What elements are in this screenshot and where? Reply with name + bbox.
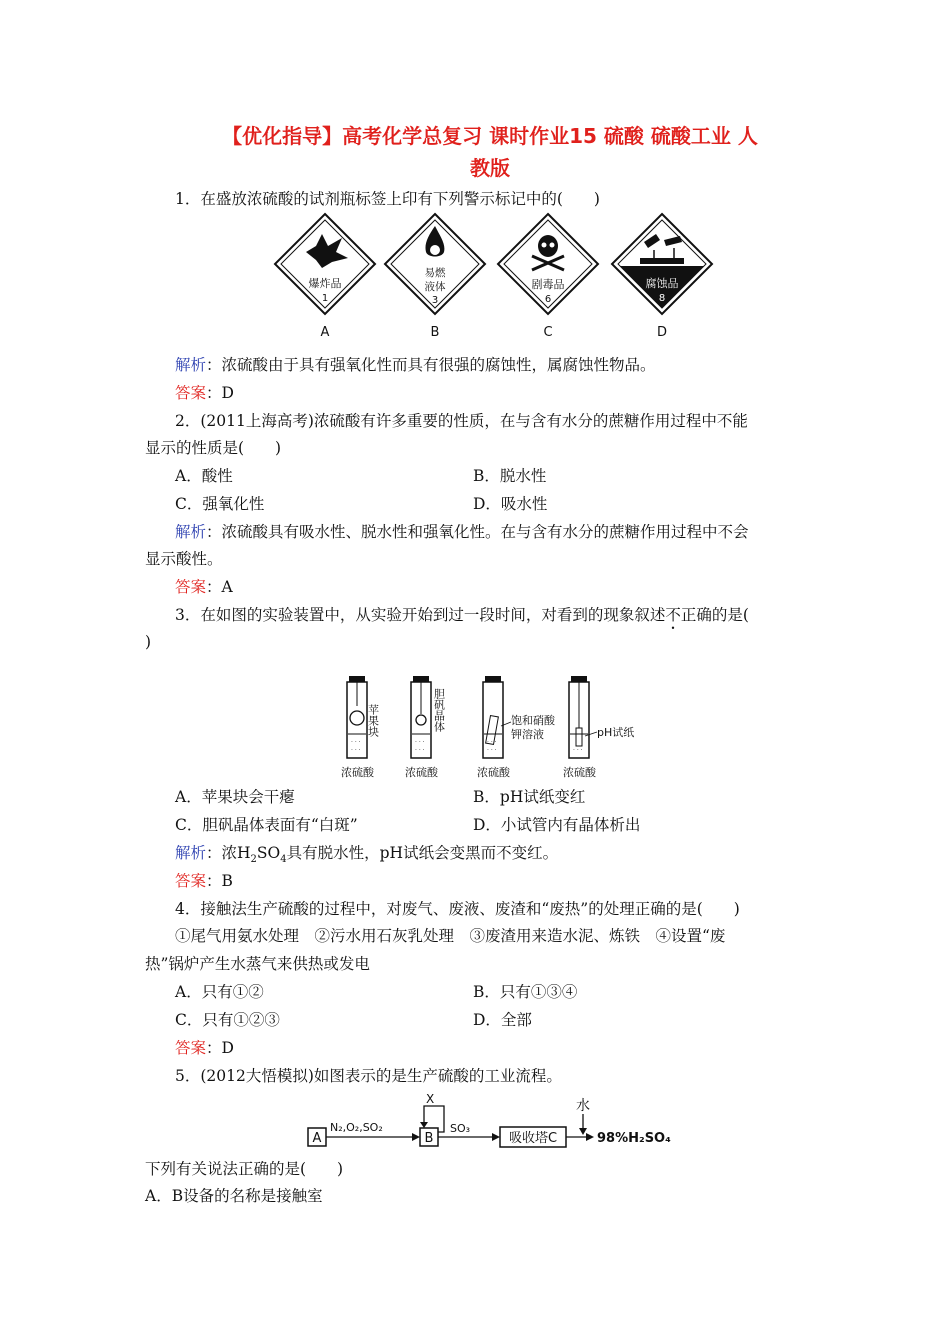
gas-label: N₂,O₂,SO₂ bbox=[330, 1121, 383, 1134]
q2-option-b: B．脱水性 bbox=[473, 467, 547, 485]
tube-apple bbox=[341, 676, 380, 779]
svg-text:· · ·: · · · bbox=[351, 739, 361, 746]
flammable-sign bbox=[385, 214, 485, 340]
svg-text:· · ·: · · · bbox=[415, 739, 425, 746]
q3-stem-line-2: ) bbox=[145, 633, 152, 651]
q3-option-c: C．胆矾晶体表面有“白斑” bbox=[175, 816, 358, 834]
q3-option-b: B．pH试纸变红 bbox=[473, 788, 586, 806]
analysis-label: 解析 bbox=[175, 523, 207, 541]
sign-c-number: 6 bbox=[544, 294, 552, 305]
box-b-label: B bbox=[424, 1131, 434, 1146]
tube-3-label-1: 饱和硝酸 bbox=[511, 714, 555, 727]
water-label: 水 bbox=[576, 1098, 590, 1114]
q2-option-d: D．吸水性 bbox=[473, 495, 548, 513]
q2-option-c: C．强氧化性 bbox=[175, 495, 265, 513]
sign-b-letter: B bbox=[430, 325, 440, 340]
q5-flow-diagram bbox=[300, 1092, 690, 1154]
q5-question: 下列有关说法正确的是( ) bbox=[145, 1160, 344, 1178]
q2-option-a: A．酸性 bbox=[175, 467, 233, 485]
svg-text:· · ·: · · · bbox=[351, 747, 361, 754]
tube-3-bottom-label: 浓硫酸 bbox=[477, 766, 510, 779]
q2-stem-line-2: 显示的性质是( ) bbox=[145, 439, 282, 457]
answer-label: 答案 bbox=[175, 384, 207, 402]
toxic-sign bbox=[498, 214, 598, 340]
tube-1-label: 苹果块 bbox=[366, 704, 380, 737]
emphasis-dot-char: 不 bbox=[665, 606, 681, 624]
q2-analysis-line-1 bbox=[175, 522, 749, 542]
q1-warning-signs bbox=[270, 212, 720, 342]
q4-option-c: C．只有①②③ bbox=[175, 1011, 280, 1029]
q4-items-line-1: ①尾气用氨水处理 ②污水用石灰乳处理 ③废渣用来造水泥、炼铁 ④设置“废 bbox=[175, 927, 726, 945]
analysis-text: ：浓硫酸具有吸水性、脱水性和强氧化性。在与含有水分的蔗糖作用过程中不会 bbox=[206, 523, 749, 541]
product-label: 98%H₂SO₄ bbox=[597, 1131, 671, 1146]
corrosive-sign bbox=[612, 214, 712, 340]
answer-text: ：D bbox=[206, 1039, 234, 1057]
q2-stem-line-1: 2．(2011上海高考)浓硫酸有许多重要的性质，在与含有水分的蔗糖作用过程中不能 bbox=[175, 412, 748, 430]
q4-items-line-2: 热”锅炉产生水蒸气来供热或发电 bbox=[145, 955, 370, 973]
q5-option-a: A．B设备的名称是接触室 bbox=[145, 1187, 323, 1205]
q4-stem: 4．接触法生产硫酸的过程中，对废气、废液、废渣和“废热”的处理正确的是( ) bbox=[175, 900, 740, 918]
q1-answer bbox=[175, 383, 234, 403]
tube-4-label: pH试纸 bbox=[597, 726, 635, 739]
q3-option-a: A．苹果块会干瘪 bbox=[175, 788, 295, 806]
box-c-label: 吸收塔C bbox=[508, 1131, 558, 1146]
svg-text:· · ·: · · · bbox=[487, 739, 497, 746]
svg-text:· · ·: · · · bbox=[573, 747, 583, 754]
sign-d-letter: D bbox=[656, 325, 668, 340]
so3-label: SO₃ bbox=[450, 1122, 471, 1135]
sign-a-letter: A bbox=[320, 325, 330, 340]
tube-2-bottom-label: 浓硫酸 bbox=[405, 766, 438, 779]
tube-3-label-2: 钾溶液 bbox=[511, 728, 544, 741]
q3-stem-line-1: 3．在如图的实验装置中，从实验开始到过一段时间，对看到的现象叙述不正确的是( bbox=[175, 606, 749, 624]
q1-analysis bbox=[175, 355, 656, 375]
analysis-label: 解析 bbox=[175, 356, 207, 374]
sign-b-text-2: 液体 bbox=[424, 281, 446, 293]
q4-option-a: A．只有①② bbox=[175, 983, 264, 1001]
q5-stem: 5．(2012大悟模拟)如图表示的是生产硫酸的工业流程。 bbox=[175, 1067, 562, 1085]
sign-c-letter: C bbox=[543, 325, 553, 340]
sign-b-text-1: 易燃 bbox=[424, 267, 446, 279]
page-title-line-2: 教版 bbox=[470, 156, 510, 180]
sign-a-text: 爆炸品 bbox=[308, 277, 342, 290]
tube-2-label: 胆矾晶体 bbox=[432, 688, 446, 732]
sign-a-number: 1 bbox=[321, 293, 329, 304]
q4-option-d: D．全部 bbox=[473, 1011, 532, 1029]
answer-label: 答案 bbox=[175, 872, 207, 890]
q3-option-d: D．小试管内有晶体析出 bbox=[473, 816, 641, 834]
sign-d-number: 8 bbox=[658, 293, 666, 304]
q2-analysis-line-2: 显示酸性。 bbox=[145, 550, 223, 568]
answer-text: ：A bbox=[206, 578, 233, 596]
q2-answer bbox=[175, 577, 233, 597]
q4-option-b: B．只有①③④ bbox=[473, 983, 578, 1001]
svg-text:· · ·: · · · bbox=[415, 747, 425, 754]
q3-answer bbox=[175, 871, 233, 891]
tube-ph-paper bbox=[563, 676, 634, 779]
tube-blue-vitriol bbox=[405, 676, 446, 779]
q4-answer bbox=[175, 1038, 234, 1058]
q3-analysis: 解析：浓$H_2SO_4$具有脱水性，pH试纸会变黑而不变红。 bbox=[175, 844, 559, 866]
explosive-sign bbox=[275, 214, 375, 340]
tube-4-bottom-label: 浓硫酸 bbox=[563, 766, 596, 779]
page-title-line-1: 【优化指导】高考化学总复习 课时作业15 硫酸 硫酸工业 人 bbox=[222, 124, 758, 148]
q1-stem: 1．在盛放浓硫酸的试剂瓶标签上印有下列警示标记中的( ) bbox=[175, 190, 600, 208]
sign-d-text: 腐蚀品 bbox=[645, 277, 679, 290]
q3-experiment-figure bbox=[335, 672, 655, 784]
answer-text: ：B bbox=[206, 872, 233, 890]
answer-label: 答案 bbox=[175, 1039, 207, 1057]
box-a-label: A bbox=[312, 1131, 322, 1146]
analysis-label: 解析 bbox=[175, 844, 207, 862]
x-label: X bbox=[426, 1092, 435, 1106]
tube-1-bottom-label: 浓硫酸 bbox=[341, 766, 374, 779]
svg-text:· · ·: · · · bbox=[487, 747, 497, 754]
sign-c-text: 剧毒品 bbox=[531, 278, 565, 291]
answer-label: 答案 bbox=[175, 578, 207, 596]
answer-text: ：D bbox=[206, 384, 234, 402]
analysis-text: ：浓硫酸由于具有强氧化性而具有很强的腐蚀性，属腐蚀性物品。 bbox=[206, 356, 656, 374]
sign-b-number: 3 bbox=[431, 295, 439, 306]
tube-potassium-nitrate bbox=[477, 676, 556, 779]
